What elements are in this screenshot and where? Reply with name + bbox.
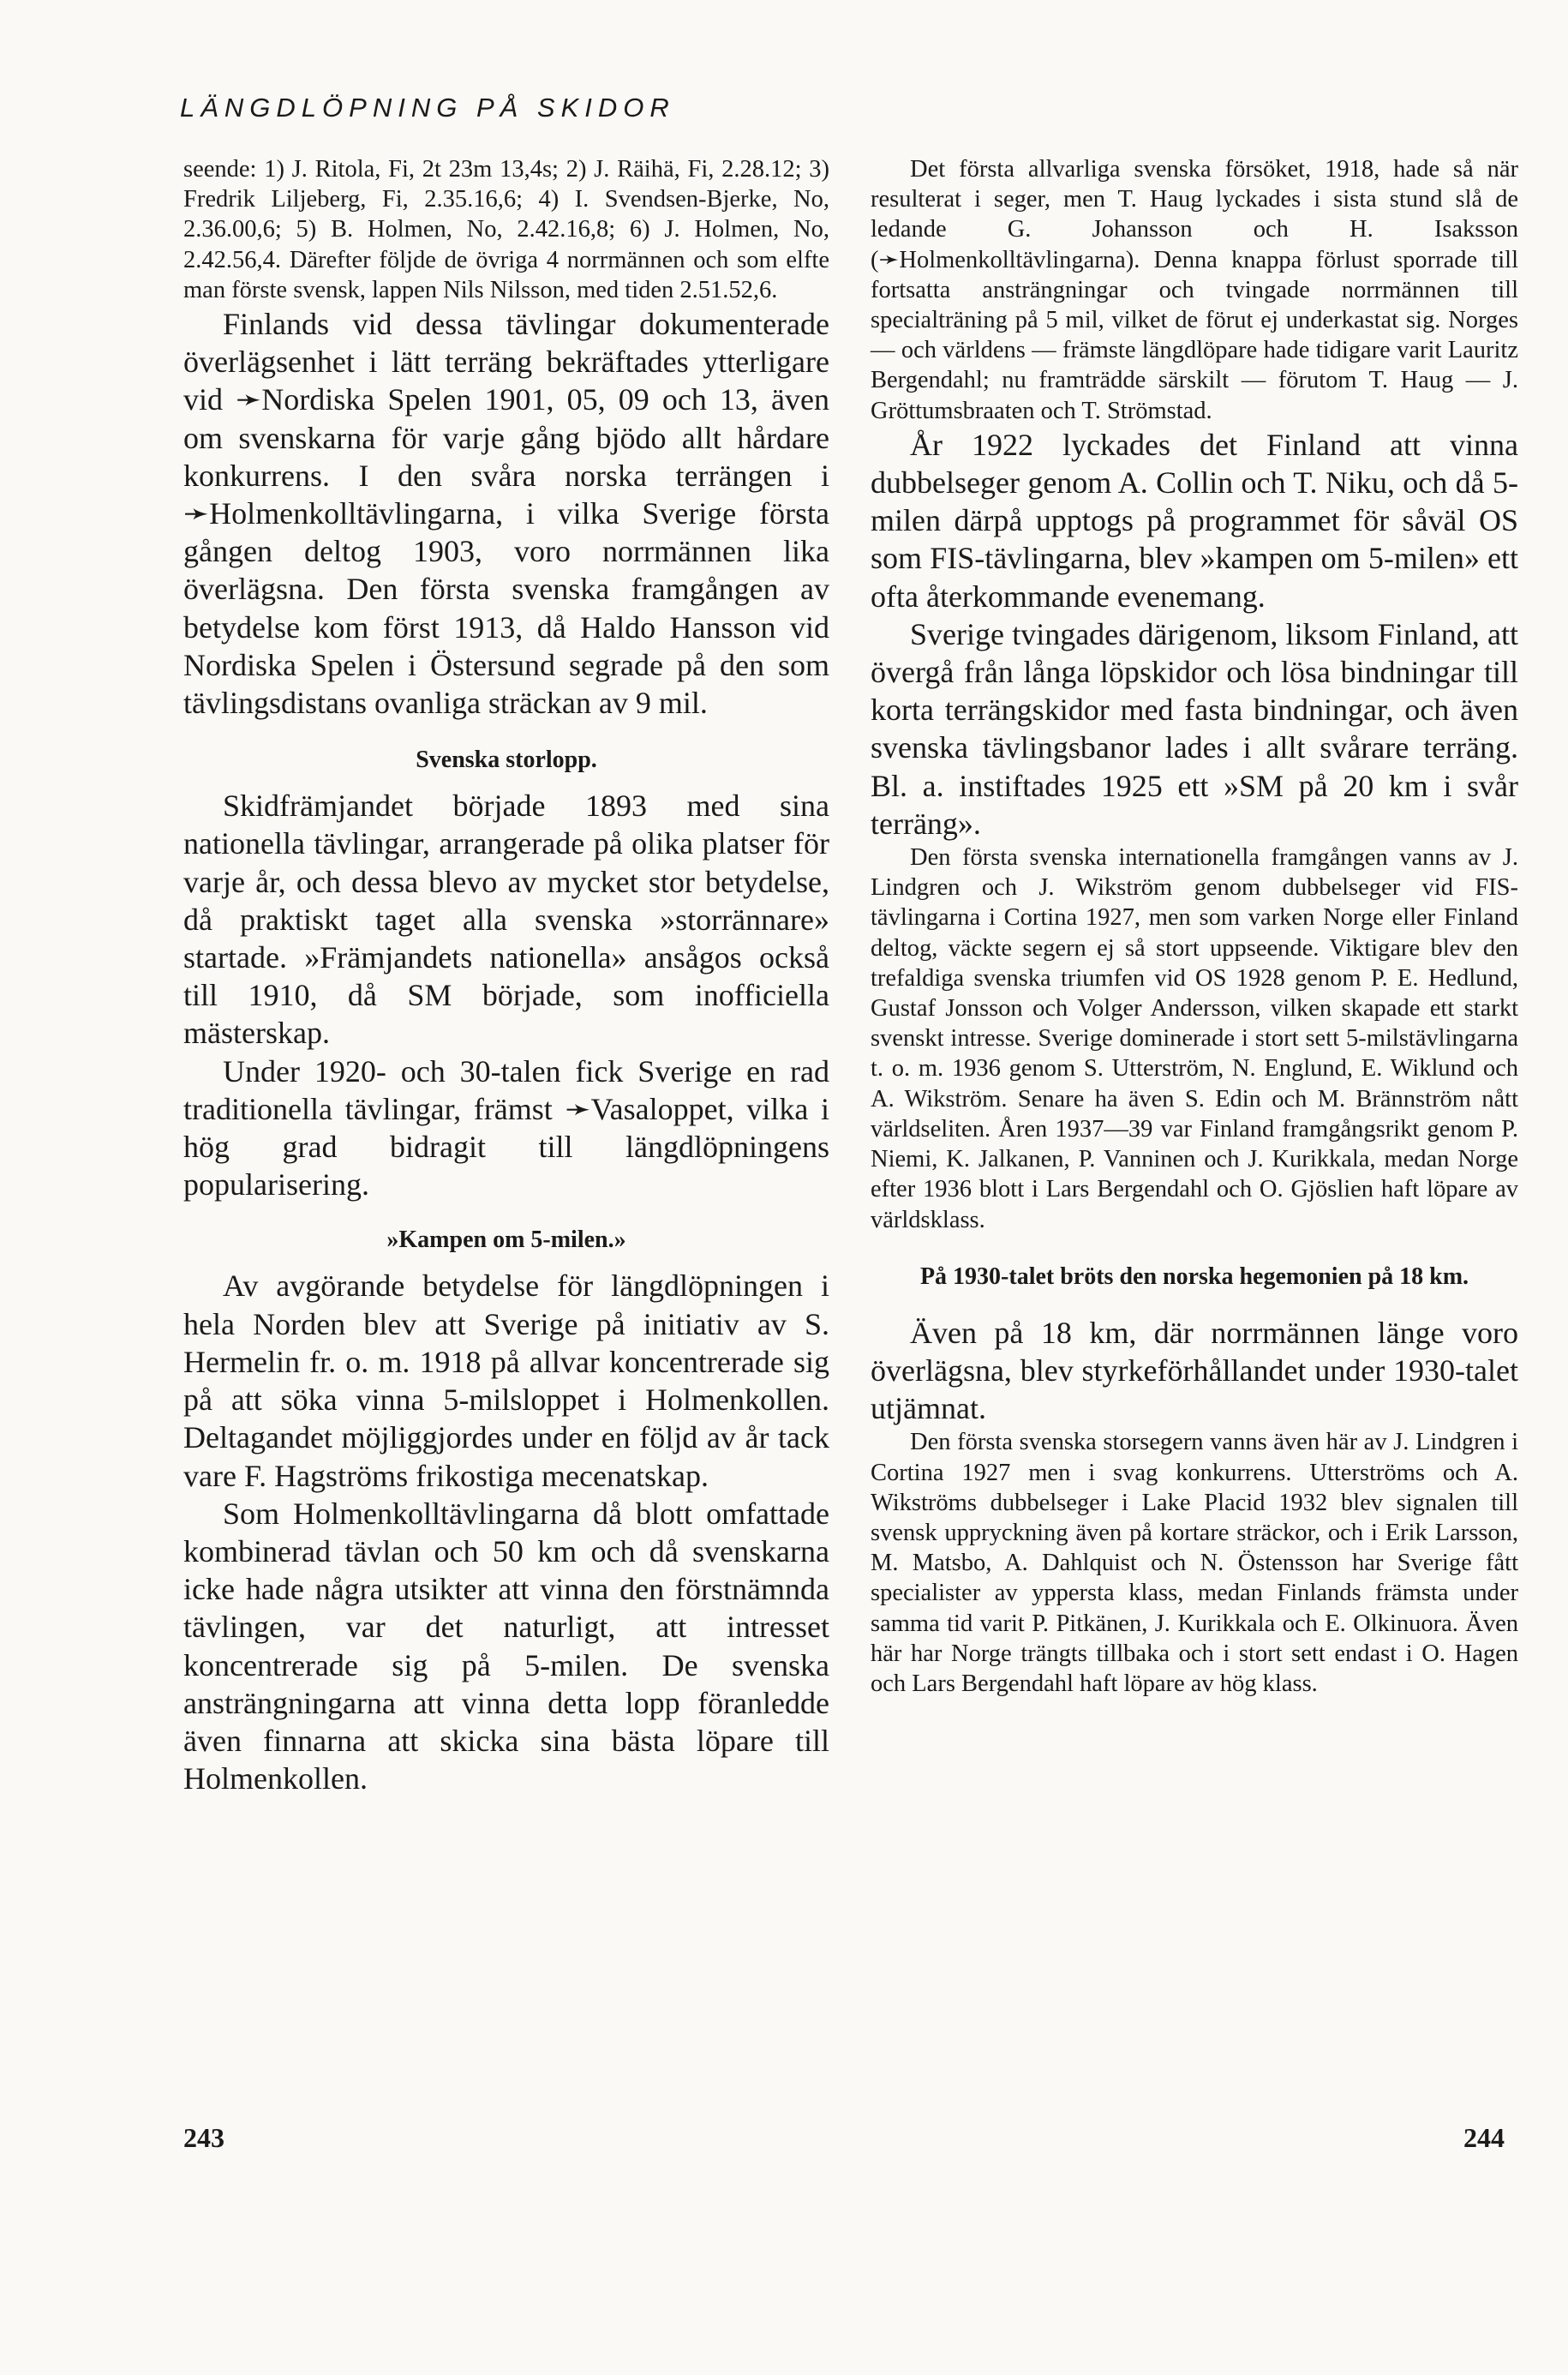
section-heading-1930: På 1930-talet bröts den norska hegemonien på 18 km. (919, 1262, 1469, 1290)
internationella-paragraph: Den första svenska internationella framgången vanns av J. Lindgren och J. Wikström genom dubbelseger vid FIS-tävlingarna i Cortina 1927, men som varken Norge eller Finland deltog, väckte segern ej så stort uppseende. Viktigare blev den trefaldiga svenska triumfen vid OS 1928 genom P. E. Hedlund, Gustaf Jonsson och Volger Andersson, vilken skapade ett starkt svenskt intresse. Sverige dominerade i stort sett 5-milstävlingarna t. o. m. 1936 genom S. Utterström, N. Englund, E. Wiklund och A. Wikström. Senare ha även S. Edin och M. Brännström nått världseliten. Åren 1937—39 var Finland framgångsrikt genom P. Niemi, K. Jalkanen, P. Vanninen och J. Kurikkala, medan Norge efter 1936 blott i Lars Bergendahl och O. Gjöslien haft löpare av världsklass. (871, 844, 1518, 1233)
right-column (871, 154, 1518, 1699)
storlopp-paragraph: Skidfrämjandet började 1893 med sina nationella tävlingar, arrangerade på olika platser för varje år, och dessa blevo av mycket stor betydelse, då praktiskt taget alla svenska »storrännare» startade. »Främjandets nationella» ansågos också till 1910, då SM började, som inofficiella mästerskap. (183, 789, 829, 1051)
hermelin-paragraph: Av avgörande betydelse för längdlöpningen i hela Norden blev att Sverige på initiativ av S. Hermelin fr. o. m. 1918 på allvar koncentrerade sig på att söka vinna 5-milsloppet i Holmenkollen. Deltagandet möjliggjordes under en följd av år tack vare F. Hagströms frikostiga mecenatskap. (183, 1268, 829, 1493)
sverige-paragraph: Sverige tvingades därigenom, liksom Finland, att övergå från långa löpskidor och lösa bindningar till korta terrängskidor med fasta bindningar, och även svenska tävlingsbanor lades i allt svårare terräng. Bl. a. instiftades 1925 ett »SM på 20 km i svår terräng». (871, 616, 1518, 841)
storsegern-paragraph: Den första svenska storsegern vanns även här av J. Lindgren i Cortina 1927 men i svag konkurrens. Utterströms och A. Wikströms dubbelseger i Lake Placid 1932 blev signalen till svensk uppryckning även på kortare sträckor, och i Erik Larsson, M. Matsbo, A. Dahlquist och N. Östensson har Sverige fått specialister av yppersta klass, medan Finlands främsta under samma tid varit P. Pitkänen, J. Kurikkala och E. Olkinuora. Även här har Norge trängts tillbaka och i stort sett endast i O. Hagen och Lars Bergendahl haft löpare av hög klass. (871, 1429, 1518, 1697)
finland-paragraph: Finlands vid dessa tävlingar dokumenterade överlägsenhet i lätt terräng bekräftades ytterligare vid ➛Nordiska Spelen 1901, 05, 09 och 13, även om svenskarna för varje gång bjödo allt hårdare konkurrens. I den svåra norska terrängen i ➛Holmenkolltävlingarna, i vilka Sverige första gången deltog 1903, voro norrmännen lika överlägsna. Den första svenska framgången av betydelse kom först 1913, då Haldo Hansson vid Nordiska Spelen i Östersund segrade på den som tävlingsdistans ovanliga sträckan av 9 mil. (183, 307, 829, 721)
ar1922-paragraph: År 1922 lyckades det Finland att vinna dubbelseger genom A. Collin och T. Niku, och då 5-milen därpå upptogs på programmet för såväl OS som FIS-tävlingarna, blev »kampen om 5-milen» ett ofta återkommande evenemang. (871, 427, 1518, 614)
left-column (183, 154, 829, 1797)
section-heading-storlopp: Svenska storlopp. (416, 747, 597, 774)
section-heading-kampen: »Kampen om 5-milen.» (386, 1226, 626, 1254)
forsok-paragraph: Det första allvarliga svenska försöket, 1918, hade så när resulterat i seger, men T. Haug lyckades i sista stund slå de ledande G. Johansson och H. Isaksson (➛Holmenkolltävlingarna). Denna knappa förlust sporrade till fortsatta ansträngningar och tvingade norrmännen till specialträning på 5 mil, vilket de förut ej underkastat sig. Norges — och världens — främste längdlöpare hade tidigare varit Lauritz Bergendahl; nu framträdde särskilt — förutom T. Haug — J. Gröttumsbraaten och T. Strömstad. (871, 156, 1518, 424)
vasaloppet-paragraph: Under 1920- och 30-talen fick Sverige en rad traditionella tävlingar, främst ➛Vasaloppet, vilka i hög grad bidragit till längdlöpningens popularisering. (183, 1053, 829, 1202)
page-number-right: 244 (1463, 2122, 1505, 2153)
results-paragraph: seende: 1) J. Ritola, Fi, 2t 23m 13,4s; 2) J. Räihä, Fi, 2.28.12; 3) Fredrik Liljeberg, Fi, 2.35.16,6; 4) I. Svendsen-Bjerke, No, 2.36.00,6; 5) B. Holmen, No, 2.42.16,8; 6) J. Holmen, No, 2.42.56,4. Därefter följde de övriga 4 norrmännen och som elfte man förste svensk, lappen Nils Nilsson, med tiden 2.51.52,6. (183, 156, 829, 303)
km18-paragraph: Även på 18 km, där norrmännen länge voro överlägsna, blev styrkeförhållandet under 1930-talet utjämnat. (871, 1315, 1518, 1426)
page-number-left: 243 (183, 2122, 224, 2153)
holmenkollen-paragraph: Som Holmenkolltävlingarna då blott omfattade kombinerad tävlan och 50 km och då svenskarna icke hade några utsikter att vinna den förstnämnda tävlingen, var det naturligt, att intresset koncentrerade sig på 5-milen. De svenska ansträngningarna att vinna detta lopp föranledde även finnarna att skicka sina bästa löpare till Holmenkollen. (183, 1496, 829, 1796)
running-title: LÄNGDLÖPNING PÅ SKIDOR (180, 93, 675, 123)
